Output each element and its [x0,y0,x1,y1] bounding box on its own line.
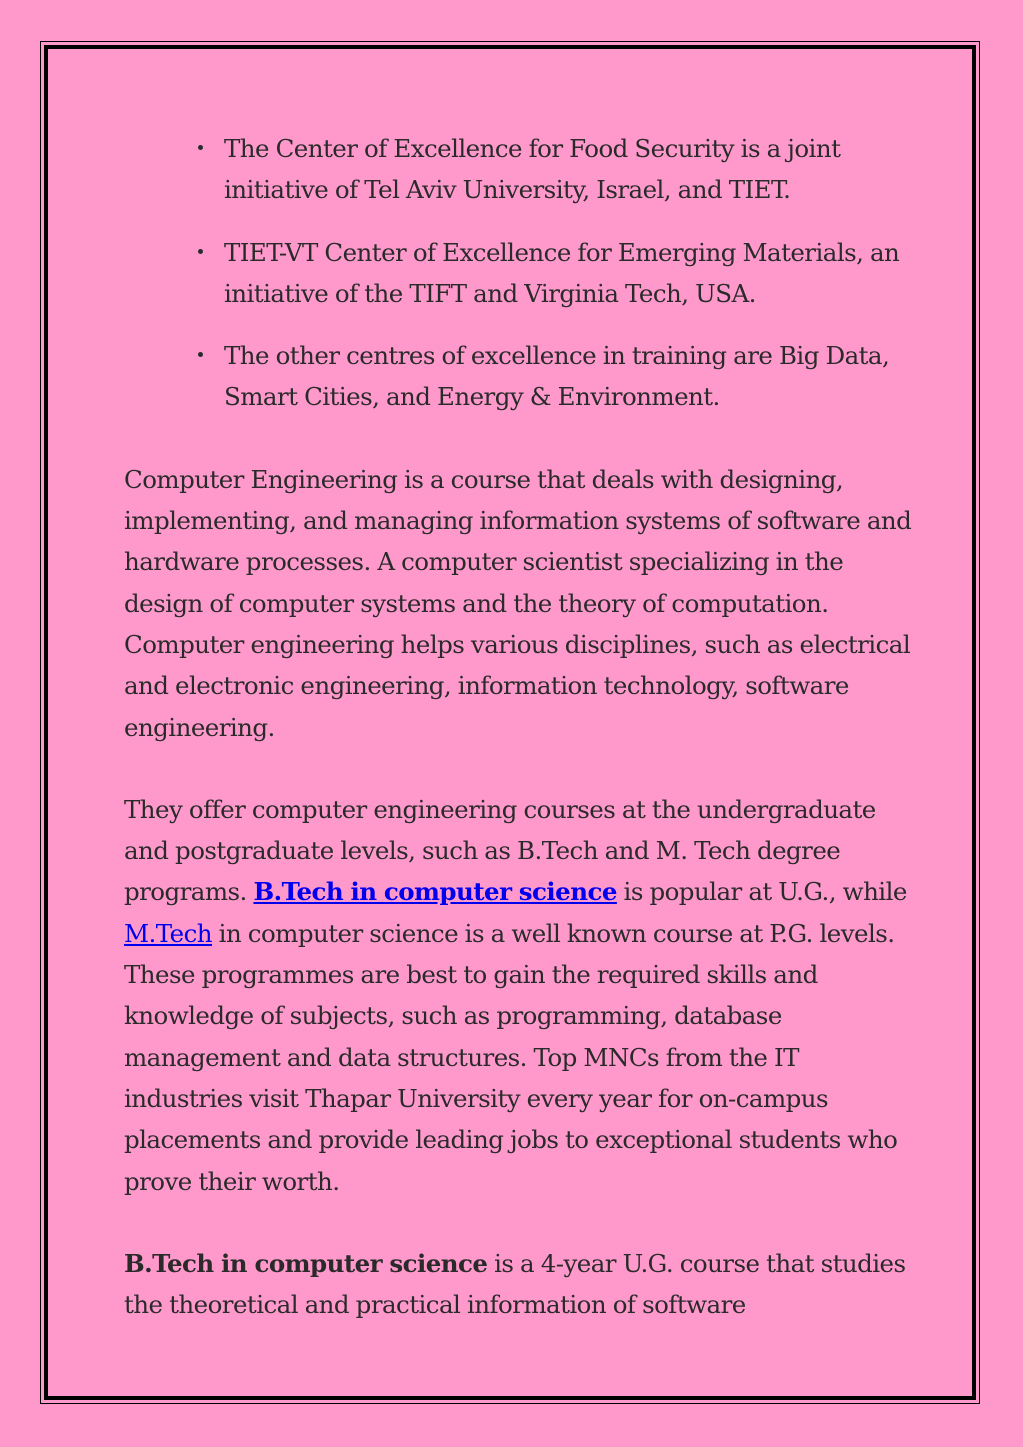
list-item-text: The Center of Excellence for Food Security is a joint initiative of Tel Aviv University, Israel, and TIET. [224,134,841,205]
paragraph-text: is popular at U.G., while [616,877,907,907]
bullet-icon [198,352,203,357]
list-item-text: TIET-VT Center of Excellence for Emerging Materials, an initiative of the TIFT and Virginia Tech, USA. [224,237,900,308]
document-body [124,128,914,1325]
list-item [224,232,914,315]
paragraph-text: is a 4-year U.G. course that studies the theoretical and practical information of software [124,1248,906,1320]
bullet-icon [198,145,203,150]
paragraph-computer-engineering: Computer Engineering is a course that deals with designing, implementing, and managing information systems of software and hardware processes. A computer scientist specializing in the design of computer systems and the theory of computation. Computer engineering helps various disciplines, such as electrical and electronic engineering, information technology, software engineering. [124,464,912,742]
paragraph-text: in computer science is a well known course at P.G. levels. These programmes are best to gain the required skills and knowledge of subjects, such as programming, database management and data structures. Top MNCs from the IT industries visit Thapar University every year for on-campus placements and provide leading jobs to exceptional students who prove their worth. [124,918,898,1196]
btech-computer-science-link[interactable]: B.Tech in computer science [253,877,617,907]
paragraph-courses [124,789,914,1202]
centres-list [124,128,914,418]
btech-term: B.Tech in computer science [124,1248,488,1278]
mtech-link[interactable]: M.Tech [124,918,213,948]
paragraph-text: They offer computer engineering courses at the undergraduate and postgraduate levels, such as B.Tech and M. Tech degree programs. [124,794,876,907]
bullet-icon [198,249,203,254]
paragraph-btech-overview [124,1243,914,1326]
list-item-text: The other centres of excellence in training are Big Data, Smart Cities, and Energy & Environment. [224,341,890,412]
list-item [224,128,914,211]
list-item [224,335,914,418]
